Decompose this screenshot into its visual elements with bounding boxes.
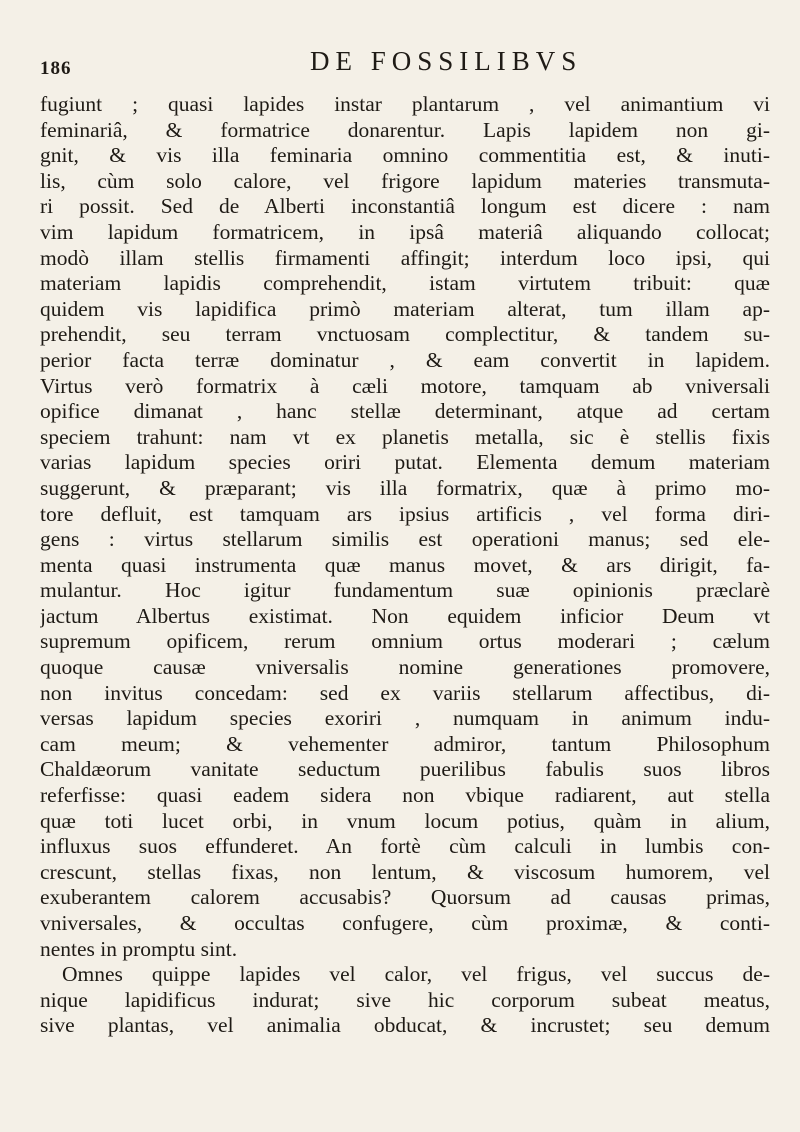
text-line: Virtus verò formatrix à cæli motore, tamquam ab vniversali [40,373,770,398]
text-line: lis, cùm solo calore, vel frigore lapidum materies transmuta- [40,168,770,193]
text-line: Chaldæorum vanitate seductum puerilibus fabulis suos libros [40,757,770,782]
text-line: nique lapidificus indurat; sive hic corporum subeat meatus, [40,987,770,1012]
text-line: opifice dimanat , hanc stellæ determinant, atque ad certam [40,399,770,424]
text-line: suggerunt, & præparant; vis illa formatrix, quæ à primo mo- [40,475,770,500]
text-line: jactum Albertus existimat. Non equidem inficior Deum vt [40,603,770,628]
paragraph [40,962,770,1039]
text-line: exuberantem calorem accusabis? Quorsum ad causas primas, [40,885,770,910]
text-line: menta quasi instrumenta quæ manus movet, & ars dirigit, fa- [40,552,770,577]
text-line: ri possit. Sed de Alberti inconstantiâ longum est dicere : nam [40,194,770,219]
text-line: fugiunt ; quasi lapides instar plantarum , vel animantium vi [40,92,770,116]
text-line: nentes in promptu sint. [40,936,238,961]
text-line: modò illam stellis firmamenti affingit; interdum loco ipsi, qui [40,245,770,270]
text-line: Omnes quippe lapides vel calor, vel frigus, vel succus de- [62,962,770,987]
page-number: 186 [40,58,72,79]
text-line: vim lapidum formatricem, in ipsâ materiâ aliquando collocat; [40,219,770,244]
body-text [40,92,770,1039]
text-line: cam meum; & vehementer admiror, tantum Philosophum [40,731,770,756]
text-line: perior facta terræ dominatur , & eam convertit in lapidem. [40,347,770,372]
text-line: vniversales, & occultas confugere, cùm proximæ, & conti- [40,911,770,935]
text-line: crescunt, stellas fixas, non lentum, & viscosum humorem, vel [40,859,770,884]
text-line: quidem vis lapidifica primò materiam alterat, tum illam ap- [40,296,770,321]
running-head [40,46,760,82]
running-title: DE FOSSILIBVS [310,46,583,76]
text-line: mulantur. Hoc igitur fundamentum suæ opinionis præclarè [40,578,770,603]
text-line: tore defluit, est tamquam ars ipsius artificis , vel forma diri- [40,501,770,526]
paragraph [40,92,770,962]
text-line: versas lapidum species exoriri , numquam in animum indu- [40,706,770,731]
text-line: sive plantas, vel animalia obducat, & incrustet; seu demum [40,1013,770,1038]
text-line: feminariâ, & formatrice donarentur. Lapis lapidem non gi- [40,117,770,142]
text-line: gnit, & vis illa feminaria omnino commentitia est, & inuti- [40,143,770,168]
text-line: speciem trahunt: nam vt ex planetis metalla, sic è stellis fixis [40,424,770,449]
text-line: influxus suos effunderet. An fortè cùm calculi in lumbis con- [40,834,770,859]
text-line: gens : virtus stellarum similis est operationi manus; sed ele- [40,527,770,552]
text-line: non invitus concedam: sed ex variis stellarum affectibus, di- [40,680,770,705]
text-line: varias lapidum species oriri putat. Elementa demum materiam [40,450,770,475]
text-line: referfisse: quasi eadem sidera non vbique radiarent, aut stella [40,783,770,808]
text-line: materiam lapidis comprehendit, istam virtutem tribuit: quæ [40,271,770,296]
text-line: supremum opificem, rerum omnium ortus moderari ; cælum [40,629,770,654]
text-line: prehendit, seu terram vnctuosam complectitur, & tandem su- [40,322,770,347]
text-line: quæ toti lucet orbi, in vnum locum potius, quàm in alium, [40,808,770,833]
text-line: quoque causæ vniversalis nomine generationes promovere, [40,655,770,680]
